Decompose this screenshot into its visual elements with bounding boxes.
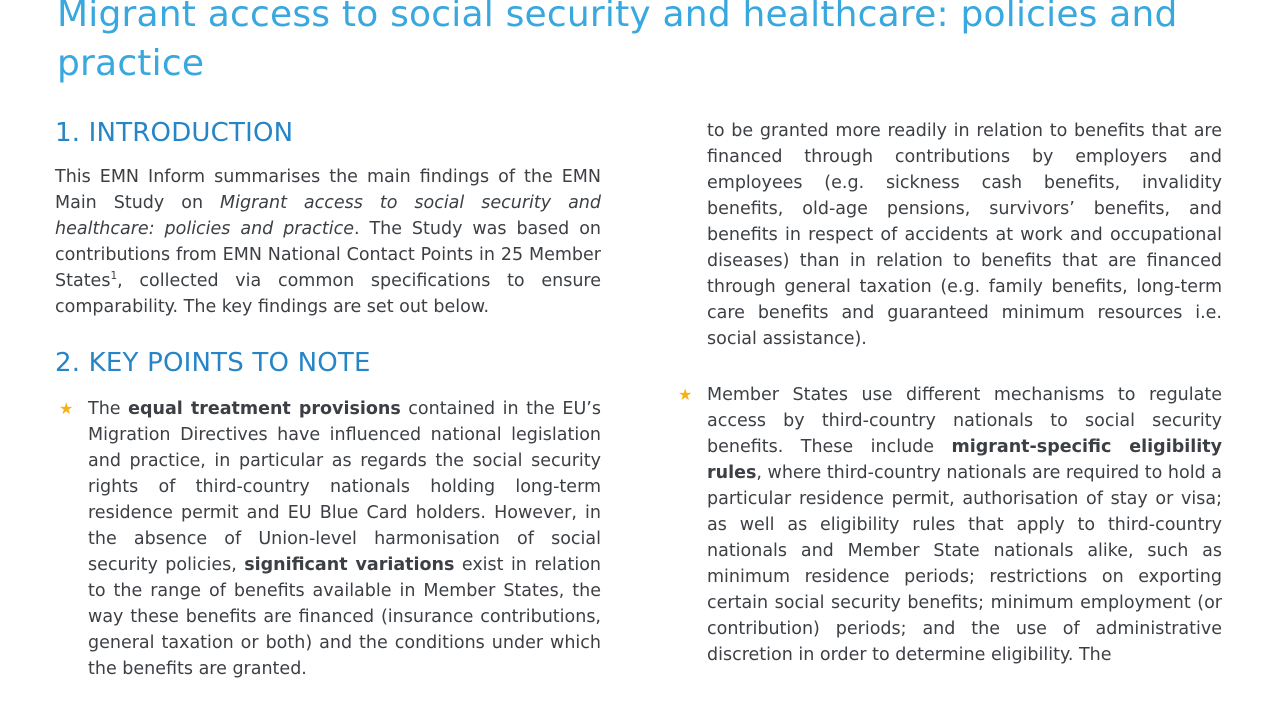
continued-paragraph: to be granted more readily in relation to benefits that are financed through contributions by employers and employees (e.g. sickness cash benefits, invalidity benefits, old-age pensions, survivors’ benefits, and benefits in respect of accidents at work and occupational diseases) than in relation to benefits that are financed through general taxation (e.g. family benefits, long-term care benefits and guaranteed minimum resources i.e. social assistance). <box>707 121 1222 349</box>
star-bullet-icon: ★ <box>59 399 74 418</box>
key-point-item-1 <box>55 396 601 682</box>
star-bullet-icon: ★ <box>678 385 693 404</box>
key-point-1-text: The equal treatment provisions contained in the EU’s Migration Directives have influenced national legislation and practice, in particular as regards the social security rights of third-country nationals holding long-term residence permit and EU Blue Card holders. However, in the absence of Union-level harmonisation of social security policies, significant variations exist in relation to the range of benefits available in Member States, the way these benefits are financed (insurance contributions, general taxation or both) and the conditions under which the benefits are granted. <box>88 399 601 679</box>
key-point-item-2 <box>674 382 1222 668</box>
key-point-2-text: Member States use different mechanisms to regulate access by third-country nationals to social security benefits. These include migrant-specific eligibility rules, where third-country nationals are required to hold a particular residence permit, authorisation of stay or visa; as well as eligibility rules that apply to third-country nationals and Member State nationals alike, such as minimum residence periods; restrictions on exporting certain social security benefits; minimum employment (or contribution) periods; and the use of administrative discretion in order to determine eligibility. The <box>707 385 1222 665</box>
section-2-heading: 2. KEY POINTS TO NOTE <box>55 348 371 378</box>
two-column-layout <box>55 118 1222 682</box>
right-column <box>674 118 1222 682</box>
intro-paragraph: This EMN Inform summarises the main findings of the EMN Main Study on Migrant access to social security and healthcare: policies and practice. The Study was based on contributions from EMN National Contact Points in 25 Member States$^1$, collected via common specifications to ensure comparability. The key findings are set out below. <box>55 167 601 317</box>
section-1-heading: 1. INTRODUCTION <box>55 118 294 148</box>
left-column <box>55 118 601 682</box>
document-title: Migrant access to social security and healthcare: policies and practice <box>57 0 1178 84</box>
